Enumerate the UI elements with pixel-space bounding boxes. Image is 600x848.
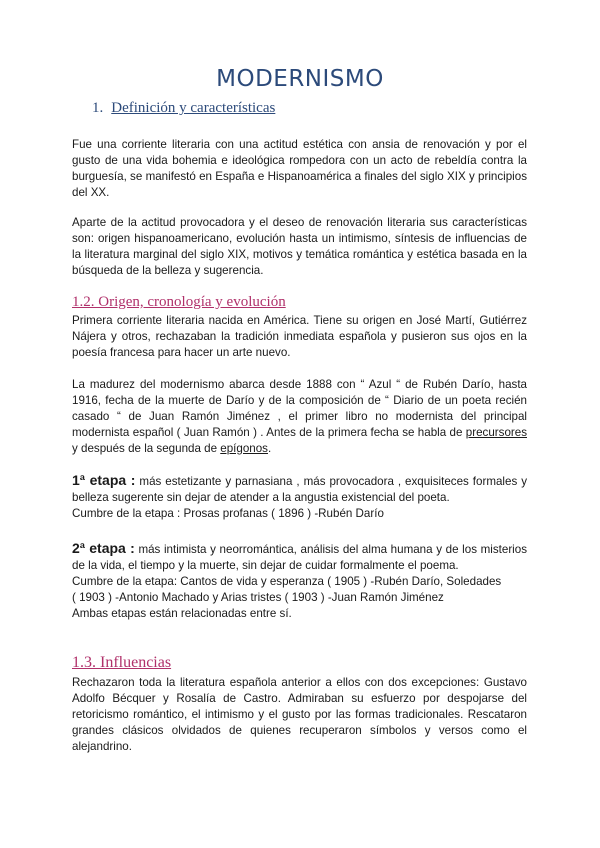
- paragraph-cronologia-text-c: .: [267, 442, 272, 455]
- paragraph-cronologia-text-a: La madurez del modernismo abarca desde 1888 con “ Azul “ de Rubén Darío, hasta 1916, fecha de la muerte de Darío y de la composición de “ Diario de un poeta recién casado “ de Juan Ramón Jiménez , el primer libro no modernista del principal modernista español ( Juan Ramón ) . Antes de la primera fecha se habla de: [72, 378, 527, 439]
- stage1-block: [72, 472, 527, 522]
- stage2-relation: Ambas etapas están relacionadas entre sí.: [72, 607, 292, 620]
- document-title: MODERNISMO: [216, 66, 384, 92]
- section-number: 1.: [92, 100, 104, 116]
- paragraph-caracteristicas: Aparte de la actitud provocadora y el deseo de renovación literaria sus características son: origen hispanoamericano, evolución hasta un intimismo, síntesis de influencias de la literatura marginal del siglo XIX, motivos y temática romántica y estética basada en la búsqueda de la belleza y sugerencia.: [72, 216, 527, 277]
- stage1-label: 1ª etapa :: [72, 472, 136, 488]
- stage1-cumbre: Cumbre de la etapa : Prosas profanas ( 1896 ) -Rubén Darío: [72, 507, 384, 520]
- section-heading-influencias: 1.3. Influencias: [72, 654, 172, 671]
- paragraph-influencias: Rechazaron toda la literatura española anterior a ellos con dos excepciones: Gustavo Adolfo Bécquer y Rosalía de Castro. Admiraban su esfuerzo por despojarse del retoricismo romántico, el intimismo y el gusto por las formas tradicionales. Rescataron grandes clásicos olvidados de quienes recuperaron símbolos y versos como el alejandrino.: [72, 676, 527, 753]
- stage2-cumbre-line1: Cumbre de la etapa: Cantos de vida y esperanza ( 1905 ) -Rubén Darío, Soledades: [72, 575, 502, 588]
- section-heading-definicion: [92, 100, 275, 117]
- term-precursores: precursores: [465, 426, 527, 439]
- paragraph-cronologia: [72, 377, 527, 457]
- stage2-label: 2ª etapa :: [72, 540, 135, 556]
- paragraph-definicion: Fue una corriente literaria con una actitud estética con ansia de renovación y por el gusto de una vida bohemia e ideológica rompedora con un acto de rebeldía contra la burguesía, se manifestó en España e Hispanoamérica a finales del siglo XIX y principios del XX.: [72, 138, 527, 199]
- section-heading-text: Definición y características: [111, 100, 276, 116]
- stage2-cumbre-line2: ( 1903 ) -Antonio Machado y Arias tristes ( 1903 ) -Juan Ramón Jiménez: [72, 591, 444, 604]
- stage1-description: más estetizante y parnasiana , más provocadora , exquisiteces formales y belleza sugerente sin dejar de atender a la angustia existencial del poeta.: [72, 475, 528, 504]
- stage2-description: más intimista y neorromántica, análisis del alma humana y de los misterios de la vida, el tiempo y la muerte, sin dejar de cuidar formalmente el poema.: [72, 543, 527, 572]
- section-heading-origen: 1.2. Origen, cronología y evolución: [72, 294, 286, 310]
- paragraph-origen: Primera corriente literaria nacida en América. Tiene su origen en José Martí, Gutiérrez Nájera y otros, rechazaban la tradición inmediata española y pusieron sus ojos en la poesía francesa para hacer un arte nuevo.: [72, 314, 527, 359]
- paragraph-cronologia-text-b: y después de la segunda de: [72, 442, 221, 455]
- term-epigonos: epígonos: [220, 442, 268, 455]
- stage2-block: [72, 540, 527, 622]
